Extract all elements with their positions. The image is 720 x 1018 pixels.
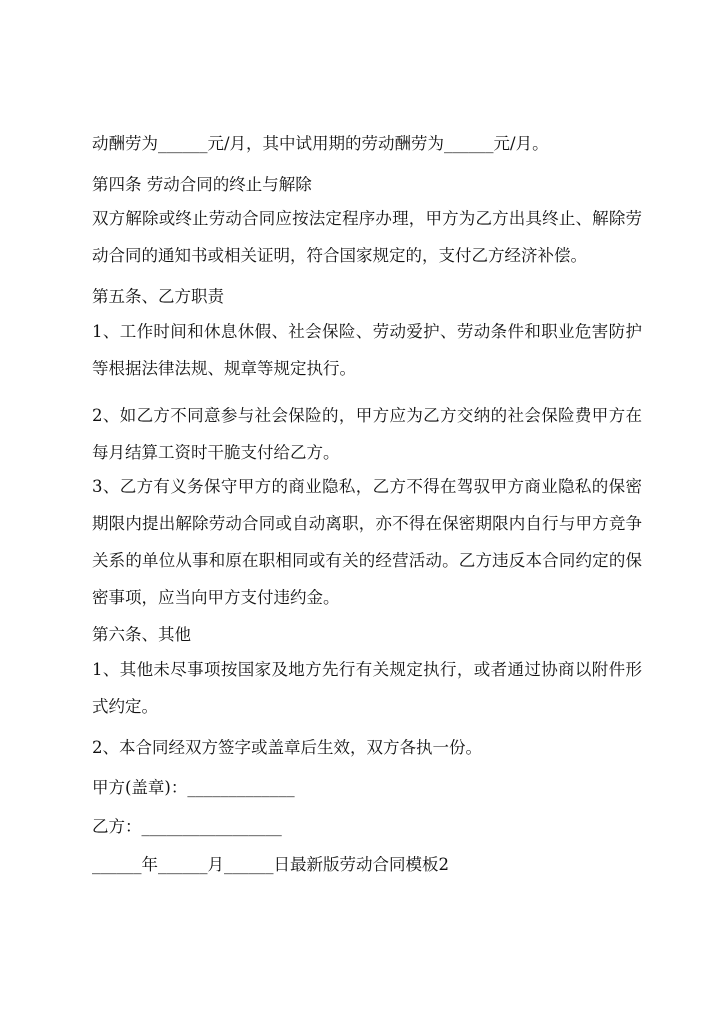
salary-line: 动酬劳为______元/月，其中试用期的劳动酬劳为______元/月。 — [92, 134, 549, 153]
article-5-item-1: 1、工作时间和休息休假、社会保险、劳动爱护、劳动条件和职业危害防护等根据法律法规、规章等规定执行。 — [92, 322, 642, 378]
article-6-item-2: 2、本合同经双方签字或盖章后生效，双方各执一份。 — [92, 738, 482, 757]
party-a-signature-line: 甲方(盖章)：_____________ — [92, 778, 295, 797]
article-4-heading: 第四条 劳动合同的终止与解除 — [92, 175, 312, 194]
article-5-item-2: 2、如乙方不同意参与社会保险的，甲方应为乙方交纳的社会保险费甲方在每月结算工资时干脆支付给乙方。 — [92, 406, 642, 462]
article-6-heading: 第六条、其他 — [92, 625, 191, 644]
date-line: ______年______月______日最新版劳动合同模板2 — [92, 855, 449, 874]
article-5-heading: 第五条、乙方职责 — [92, 287, 224, 306]
party-b-signature-line: 乙方：_________________ — [92, 817, 282, 836]
article-6-item-1: 1、其他未尽事项按国家及地方先行有关规定执行，或者通过协商以附件形式约定。 — [92, 660, 642, 716]
article-5-item-3: 3、乙方有义务保守甲方的商业隐私，乙方不得在驾驭甲方商业隐私的保密期限内提出解除劳动合同或自动离职，亦不得在保密期限内自行与甲方竞争关系的单位从事和原在职相同或有关的经营活动。乙方违反本合同约定的保密事项，应当向甲方支付违约金。 — [92, 477, 642, 607]
article-4-body: 双方解除或终止劳动合同应按法定程序办理，甲方为乙方出具终止、解除劳动合同的通知书或相关证明，符合国家规定的，支付乙方经济补偿。 — [92, 209, 642, 265]
